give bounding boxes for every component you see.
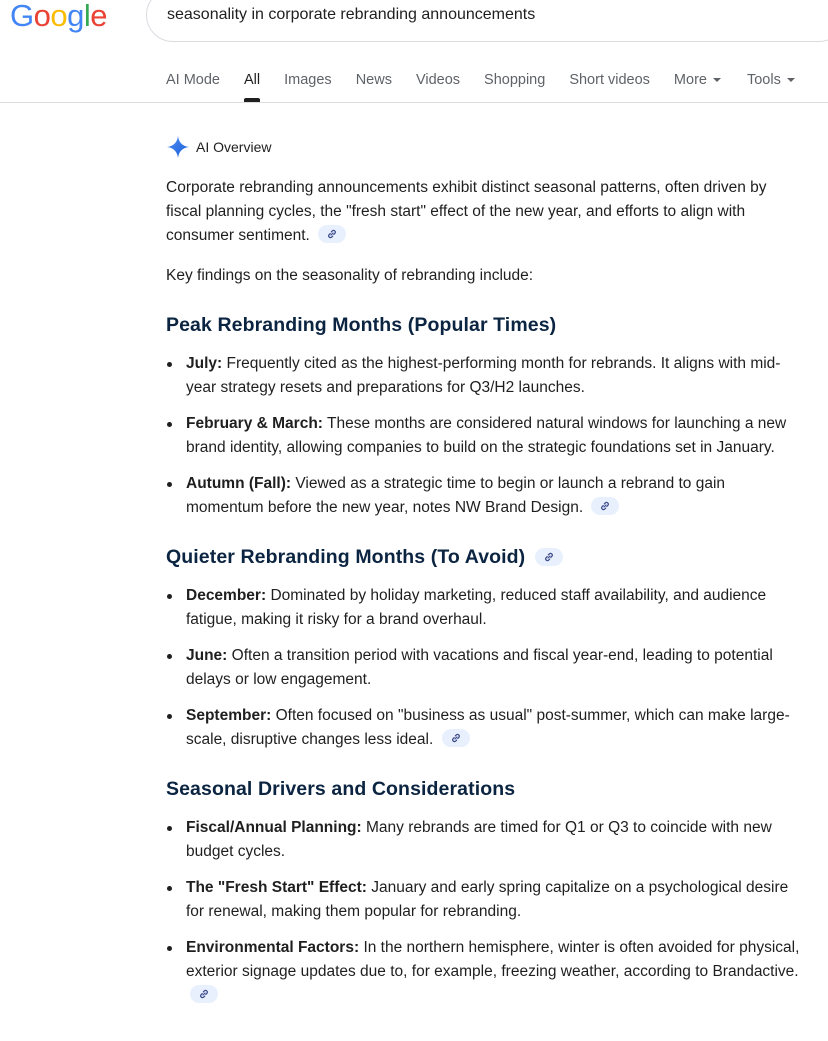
tab-label: All — [244, 72, 261, 88]
ai-overview-label: AI Overview — [196, 139, 272, 155]
caret-down-icon — [787, 78, 795, 82]
item-term: Environmental Factors: — [186, 939, 360, 956]
item-text: Frequently cited as the highest-performing month for rebrands. It aligns with mid-year strategy resets and preparations for Q3/H2 launches. — [186, 355, 781, 396]
link-icon — [326, 228, 338, 240]
tab-label: More — [673, 72, 707, 88]
list-item — [166, 472, 806, 520]
header-divider — [0, 102, 828, 103]
tab-label: Tools — [746, 72, 781, 88]
item-term: The "Fresh Start" Effect: — [186, 879, 367, 896]
list-item — [166, 644, 806, 692]
tab-images[interactable] — [284, 72, 332, 102]
item-text: In the northern hemisphere, winter is often avoided for physical, exterior signage updates due to, for example, freezing weather, according to Brandactive. — [186, 939, 800, 980]
ai-overview — [166, 134, 806, 1020]
search-tabs — [166, 72, 819, 104]
intro-text: Corporate rebranding announcements exhibit distinct seasonal patterns, often driven by fiscal planning cycles, the "fresh start" effect of the new year, and efforts to align with consumer sentiment. — [166, 179, 767, 244]
citation-button[interactable] — [318, 225, 346, 243]
list-item — [166, 412, 806, 460]
overview-intro — [166, 176, 806, 248]
bullet-list — [166, 352, 806, 520]
tab-news[interactable] — [356, 72, 392, 102]
item-term: June: — [186, 647, 228, 664]
citation-button[interactable] — [591, 497, 619, 515]
item-text: These months are considered natural windows for launching a new brand identity, allowing companies to build on the strategic foundations set in January. — [186, 415, 787, 456]
item-text: Many rebrands are timed for Q1 or Q3 to coincide with new budget cycles. — [186, 819, 772, 860]
search-box[interactable] — [146, 0, 828, 42]
item-text: Often focused on "business as usual" post-summer, which can make large-scale, disruptive changes less ideal. — [186, 707, 790, 748]
list-item — [166, 584, 806, 632]
tab-all[interactable] — [244, 72, 260, 102]
tab-label: Videos — [415, 72, 461, 88]
sparkle-icon — [166, 135, 190, 159]
logo-letter: e — [90, 0, 108, 33]
item-text: Often a transition period with vacations and fiscal year-end, leading to potential delays or low engagement. — [186, 647, 773, 688]
logo-letter: l — [83, 0, 91, 33]
item-term: September: — [186, 707, 272, 724]
tab-shopping[interactable] — [484, 72, 545, 102]
link-icon — [450, 732, 462, 744]
caret-down-icon — [713, 78, 721, 82]
list-item — [166, 936, 806, 1008]
section-heading — [166, 544, 806, 570]
link-icon — [198, 988, 210, 1000]
search-input[interactable] — [167, 6, 807, 24]
tab-label: Images — [284, 72, 332, 88]
tab-videos[interactable] — [416, 72, 460, 102]
logo-letter: G — [10, 0, 34, 33]
item-term: Autumn (Fall): — [186, 475, 292, 492]
citation-button[interactable] — [442, 729, 470, 747]
citation-button[interactable] — [535, 548, 563, 566]
item-text: Viewed as a strategic time to begin or launch a rebrand to gain momentum before the new year, notes NW Brand Design. — [186, 475, 726, 516]
link-icon — [599, 500, 611, 512]
list-item — [166, 876, 806, 924]
item-term: July: — [186, 355, 223, 372]
list-item — [166, 704, 806, 752]
logo-letter: o — [33, 0, 51, 33]
item-term: December: — [186, 587, 267, 604]
tab-short-videos[interactable] — [569, 72, 650, 102]
section-heading — [166, 776, 806, 802]
tab-more[interactable] — [674, 72, 721, 102]
tab-label: Short videos — [569, 72, 650, 88]
section-title: Peak Rebranding Months (Popular Times) — [166, 314, 557, 336]
item-term: February & March: — [186, 415, 323, 432]
tab-tools[interactable] — [747, 72, 795, 102]
citation-button[interactable] — [190, 985, 218, 1003]
section-title: Seasonal Drivers and Considerations — [166, 778, 516, 800]
bullet-list — [166, 816, 806, 1008]
logo-letter: o — [50, 0, 68, 33]
logo-letter: g — [67, 0, 84, 33]
tab-label: News — [355, 72, 392, 88]
item-term: Fiscal/Annual Planning: — [186, 819, 362, 836]
tab-ai-mode[interactable] — [166, 72, 220, 102]
google-logo[interactable] — [10, 0, 107, 32]
list-item — [166, 816, 806, 864]
link-icon — [543, 551, 555, 563]
tab-label: Shopping — [484, 72, 546, 88]
ai-overview-header — [166, 134, 806, 160]
list-item — [166, 352, 806, 400]
tab-label: AI Mode — [166, 72, 220, 88]
section-title: Quieter Rebranding Months (To Avoid) — [166, 546, 526, 568]
key-findings-text: Key findings on the seasonality of rebranding include: — [166, 267, 534, 284]
item-text: Dominated by holiday marketing, reduced staff availability, and audience fatigue, making it risky for a brand overhaul. — [186, 587, 767, 628]
item-text: January and early spring capitalize on a psychological desire for renewal, making them popular for rebranding. — [186, 879, 789, 920]
section-heading — [166, 312, 806, 338]
bullet-list — [166, 584, 806, 752]
